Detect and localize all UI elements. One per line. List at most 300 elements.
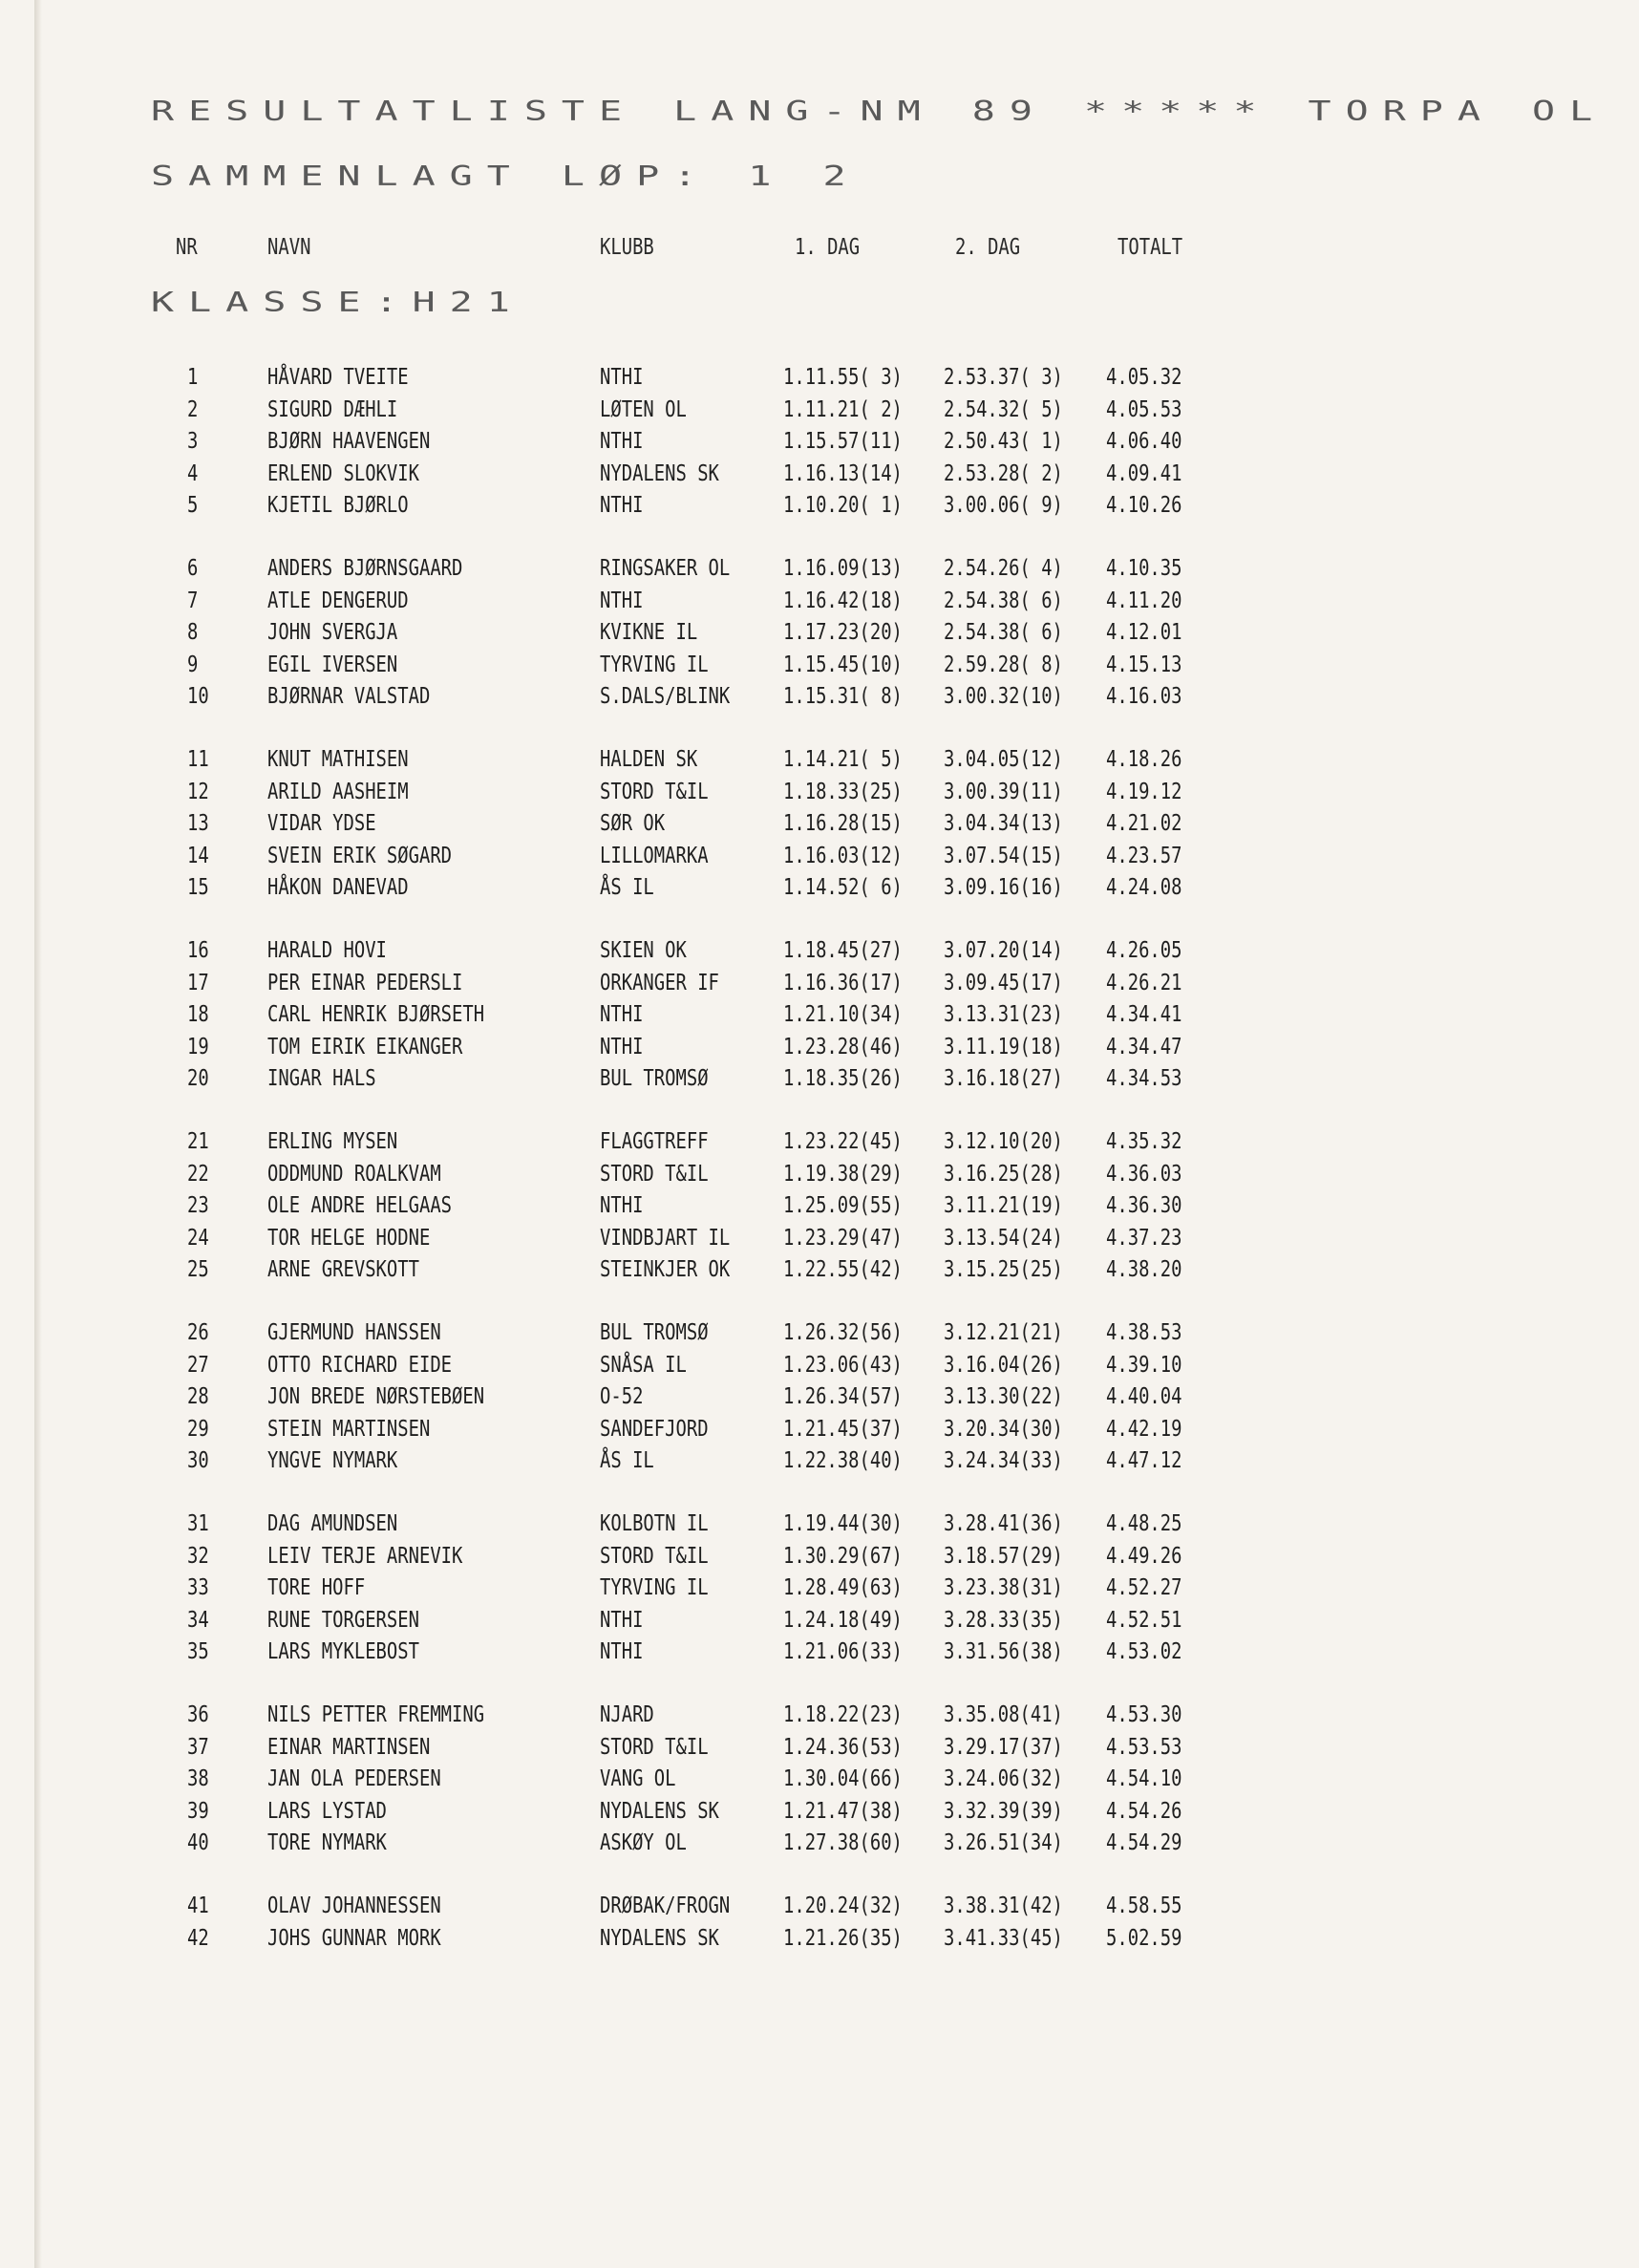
result-day2: 3.38.31(42) (944, 1894, 1063, 1918)
result-day2: 3.13.30(22) (944, 1384, 1063, 1409)
result-total: 4.53.02 (1106, 1639, 1182, 1664)
table-row (0, 811, 1337, 840)
result-day2: 3.16.25(28) (944, 1161, 1063, 1187)
result-nr: 13 (187, 811, 209, 836)
table-row (0, 1226, 1337, 1254)
result-total: 4.53.30 (1106, 1702, 1182, 1727)
result-total: 4.38.20 (1106, 1257, 1182, 1282)
table-row (0, 1575, 1337, 1604)
result-name: BJØRN HAAVENGEN (267, 429, 431, 454)
result-nr: 6 (187, 556, 199, 581)
result-nr: 33 (187, 1575, 209, 1600)
table-row (0, 1894, 1337, 1922)
result-club: HALDEN SK (600, 747, 698, 772)
column-header-day1: 1. DAG (795, 235, 861, 260)
result-club: NTHI (600, 1193, 644, 1218)
result-total: 4.06.40 (1106, 429, 1182, 454)
result-day1: 1.30.29(67) (783, 1543, 903, 1569)
result-nr: 14 (187, 843, 209, 868)
result-day2: 3.29.17(37) (944, 1734, 1063, 1760)
result-day1: 1.15.57(11) (783, 429, 903, 454)
result-name: LEIV TERJE ARNEVIK (267, 1543, 463, 1569)
table-row (0, 429, 1337, 458)
table-row (0, 1735, 1337, 1764)
result-name: ERLEND SLOKVIK (267, 460, 419, 486)
result-nr: 16 (187, 938, 209, 963)
result-nr: 5 (187, 493, 199, 518)
result-club: SNÅSA IL (600, 1352, 687, 1378)
result-total: 4.05.32 (1106, 365, 1182, 390)
result-day1: 1.14.21( 5) (783, 747, 903, 772)
result-name: OLAV JOHANNESSEN (267, 1894, 441, 1918)
result-club: SØR OK (600, 811, 666, 836)
results-title: RESULTATLISTE LANG-NM 89 ***** TORPA OL (151, 96, 1607, 128)
result-name: EINAR MARTINSEN (267, 1734, 431, 1760)
result-day2: 3.28.33(35) (944, 1607, 1063, 1633)
result-club: ÅS IL (600, 875, 654, 900)
table-row (0, 780, 1337, 808)
result-day1: 1.21.06(33) (783, 1639, 903, 1664)
result-day1: 1.16.36(17) (783, 970, 903, 995)
result-day1: 1.22.55(42) (783, 1257, 903, 1282)
result-day2: 3.16.04(26) (944, 1352, 1063, 1378)
result-club: TYRVING IL (600, 1575, 709, 1600)
result-day1: 1.28.49(63) (783, 1575, 903, 1600)
table-row (0, 653, 1337, 681)
result-day2: 3.13.54(24) (944, 1225, 1063, 1251)
result-total: 4.38.53 (1106, 1320, 1182, 1345)
table-row (0, 1002, 1337, 1031)
result-day2: 3.00.39(11) (944, 779, 1063, 804)
result-total: 4.19.12 (1106, 779, 1182, 804)
result-name: HÅVARD TVEITE (267, 365, 409, 390)
table-row (0, 1162, 1337, 1190)
results-subtitle: SAMMENLAGT LØP: 1 2 (151, 160, 861, 193)
result-nr: 2 (187, 396, 199, 422)
result-day2: 3.15.25(25) (944, 1257, 1063, 1282)
result-club: NTHI (600, 1607, 644, 1633)
result-total: 4.36.30 (1106, 1193, 1182, 1218)
result-nr: 39 (187, 1798, 209, 1824)
result-day2: 3.12.10(20) (944, 1129, 1063, 1154)
result-nr: 42 (187, 1925, 209, 1951)
table-row (0, 1608, 1337, 1637)
result-name: CARL HENRIK BJØRSETH (267, 1002, 485, 1027)
result-total: 4.16.03 (1106, 684, 1182, 709)
table-row (0, 1544, 1337, 1573)
result-nr: 7 (187, 588, 199, 613)
result-total: 4.10.35 (1106, 556, 1182, 581)
table-row (0, 1926, 1337, 1955)
result-day2: 3.24.06(32) (944, 1766, 1063, 1791)
result-name: TORE HOFF (267, 1575, 366, 1600)
result-total: 4.18.26 (1106, 747, 1182, 772)
result-name: ARNE GREVSKOTT (267, 1257, 419, 1282)
result-total: 4.42.19 (1106, 1416, 1182, 1442)
result-day2: 3.18.57(29) (944, 1543, 1063, 1569)
result-total: 4.37.23 (1106, 1225, 1182, 1251)
result-day1: 1.18.22(23) (783, 1702, 903, 1727)
result-total: 4.12.01 (1106, 620, 1182, 645)
column-header-nr: NR (176, 235, 198, 260)
table-row (0, 1353, 1337, 1381)
result-club: VINDBJART IL (600, 1225, 731, 1251)
result-club: KVIKNE IL (600, 620, 698, 645)
result-name: LARS LYSTAD (267, 1798, 387, 1824)
result-total: 4.34.47 (1106, 1034, 1182, 1059)
result-day2: 3.24.34(33) (944, 1448, 1063, 1473)
result-club: LILLOMARKA (600, 843, 709, 868)
result-day2: 3.35.08(41) (944, 1702, 1063, 1727)
table-row (0, 1799, 1337, 1828)
result-name: TORE NYMARK (267, 1830, 387, 1855)
result-total: 4.47.12 (1106, 1448, 1182, 1473)
result-day2: 3.00.06( 9) (944, 493, 1063, 518)
result-name: STEIN MARTINSEN (267, 1416, 431, 1442)
table-row (0, 1193, 1337, 1222)
result-day1: 1.21.45(37) (783, 1416, 903, 1442)
result-day1: 1.23.29(47) (783, 1225, 903, 1251)
result-day1: 1.26.34(57) (783, 1384, 903, 1409)
result-nr: 19 (187, 1034, 209, 1059)
result-name: JOHN SVERGJA (267, 620, 398, 645)
result-name: HARALD HOVI (267, 938, 387, 963)
result-day1: 1.11.55( 3) (783, 365, 903, 390)
column-header-total: TOTALT (1118, 235, 1183, 260)
result-day2: 2.54.32( 5) (944, 396, 1063, 422)
result-day2: 3.16.18(27) (944, 1066, 1063, 1091)
result-nr: 23 (187, 1193, 209, 1218)
result-name: SIGURD DÆHLI (267, 396, 398, 422)
column-header-name: NAVN (267, 235, 311, 260)
result-day1: 1.23.06(43) (783, 1352, 903, 1378)
result-nr: 11 (187, 747, 209, 772)
result-day1: 1.15.45(10) (783, 652, 903, 677)
result-day2: 3.31.56(38) (944, 1639, 1063, 1664)
table-row (0, 844, 1337, 872)
result-total: 4.48.25 (1106, 1511, 1182, 1536)
column-header-club: KLUBB (600, 235, 654, 260)
result-name: JAN OLA PEDERSEN (267, 1766, 441, 1791)
result-club: VANG OL (600, 1766, 676, 1791)
result-day2: 2.54.38( 6) (944, 620, 1063, 645)
result-day1: 1.16.09(13) (783, 556, 903, 581)
result-day1: 1.16.42(18) (783, 588, 903, 613)
result-nr: 40 (187, 1830, 209, 1855)
result-nr: 35 (187, 1639, 209, 1664)
result-name: ATLE DENGERUD (267, 588, 409, 613)
result-nr: 12 (187, 779, 209, 804)
result-club: S.DALS/BLINK (600, 684, 731, 709)
result-nr: 22 (187, 1161, 209, 1187)
result-club: NYDALENS SK (600, 1798, 719, 1824)
table-row (0, 938, 1337, 967)
result-day2: 3.04.05(12) (944, 747, 1063, 772)
result-day1: 1.14.52( 6) (783, 875, 903, 900)
result-club: NYDALENS SK (600, 1925, 719, 1951)
result-day1: 1.21.47(38) (783, 1798, 903, 1824)
result-day1: 1.18.45(27) (783, 938, 903, 963)
result-name: ODDMUND ROALKVAM (267, 1161, 441, 1187)
result-name: JOHS GUNNAR MORK (267, 1925, 441, 1951)
result-nr: 20 (187, 1066, 209, 1091)
result-club: NTHI (600, 588, 644, 613)
result-club: TYRVING IL (600, 652, 709, 677)
result-name: LARS MYKLEBOST (267, 1639, 419, 1664)
result-total: 4.39.10 (1106, 1352, 1182, 1378)
result-day1: 1.26.32(56) (783, 1320, 903, 1345)
result-day1: 1.18.35(26) (783, 1066, 903, 1091)
result-day2: 3.04.34(13) (944, 811, 1063, 836)
result-club: SKIEN OK (600, 938, 687, 963)
result-club: NTHI (600, 493, 644, 518)
table-row (0, 1257, 1337, 1286)
result-nr: 37 (187, 1734, 209, 1760)
table-row (0, 1384, 1337, 1413)
result-nr: 38 (187, 1766, 209, 1791)
result-day1: 1.16.03(12) (783, 843, 903, 868)
result-nr: 28 (187, 1384, 209, 1409)
table-row (0, 1066, 1337, 1095)
table-row (0, 556, 1337, 585)
result-day2: 2.53.37( 3) (944, 365, 1063, 390)
result-nr: 15 (187, 875, 209, 900)
result-day2: 2.53.28( 2) (944, 460, 1063, 486)
result-total: 4.54.26 (1106, 1798, 1182, 1824)
result-day1: 1.18.33(25) (783, 779, 903, 804)
result-nr: 9 (187, 652, 199, 677)
result-total: 4.26.05 (1106, 938, 1182, 963)
result-name: OLE ANDRE HELGAAS (267, 1193, 453, 1218)
result-club: O-52 (600, 1384, 644, 1409)
result-day2: 3.00.32(10) (944, 684, 1063, 709)
table-row (0, 1830, 1337, 1859)
result-nr: 34 (187, 1607, 209, 1633)
table-row (0, 1766, 1337, 1795)
result-day1: 1.21.26(35) (783, 1925, 903, 1951)
result-day1: 1.24.36(53) (783, 1734, 903, 1760)
result-name: KNUT MATHISEN (267, 747, 409, 772)
result-name: KJETIL BJØRLO (267, 493, 409, 518)
result-day2: 3.09.16(16) (944, 875, 1063, 900)
table-row (0, 493, 1337, 522)
column-header-day2: 2. DAG (955, 235, 1021, 260)
result-name: GJERMUND HANSSEN (267, 1320, 441, 1345)
result-day2: 3.20.34(30) (944, 1416, 1063, 1442)
table-row (0, 1639, 1337, 1668)
table-row (0, 1417, 1337, 1445)
result-total: 5.02.59 (1106, 1925, 1182, 1951)
result-day1: 1.16.13(14) (783, 460, 903, 486)
result-name: INGAR HALS (267, 1066, 376, 1091)
result-total: 4.34.53 (1106, 1066, 1182, 1091)
table-row (0, 875, 1337, 904)
table-row (0, 1448, 1337, 1477)
result-total: 4.58.55 (1106, 1894, 1182, 1918)
result-club: LØTEN OL (600, 396, 687, 422)
result-name: EGIL IVERSEN (267, 652, 398, 677)
result-day1: 1.10.20( 1) (783, 493, 903, 518)
result-day2: 2.54.26( 4) (944, 556, 1063, 581)
result-day1: 1.23.22(45) (783, 1129, 903, 1154)
result-total: 4.26.21 (1106, 970, 1182, 995)
table-row (0, 747, 1337, 776)
result-club: BUL TROMSØ (600, 1320, 709, 1345)
result-nr: 1 (187, 365, 199, 390)
result-day2: 3.11.21(19) (944, 1193, 1063, 1218)
result-day2: 3.07.20(14) (944, 938, 1063, 963)
result-club: STORD T&IL (600, 1734, 709, 1760)
result-total: 4.52.27 (1106, 1575, 1182, 1600)
result-day1: 1.19.38(29) (783, 1161, 903, 1187)
result-club: FLAGGTREFF (600, 1129, 709, 1154)
result-day2: 2.59.28( 8) (944, 652, 1063, 677)
result-club: BUL TROMSØ (600, 1066, 709, 1091)
result-nr: 10 (187, 684, 209, 709)
result-club: NTHI (600, 429, 644, 454)
table-row (0, 971, 1337, 999)
result-club: STORD T&IL (600, 1543, 709, 1569)
result-total: 4.54.29 (1106, 1830, 1182, 1855)
result-day1: 1.24.18(49) (783, 1607, 903, 1633)
result-day1: 1.22.38(40) (783, 1448, 903, 1473)
result-day2: 3.07.54(15) (944, 843, 1063, 868)
result-total: 4.53.53 (1106, 1734, 1182, 1760)
result-nr: 3 (187, 429, 199, 454)
table-row (0, 1702, 1337, 1731)
result-total: 4.05.53 (1106, 396, 1182, 422)
result-nr: 32 (187, 1543, 209, 1569)
result-club: STORD T&IL (600, 1161, 709, 1187)
result-name: HÅKON DANEVAD (267, 875, 409, 900)
table-row (0, 588, 1337, 617)
result-name: TOM EIRIK EIKANGER (267, 1034, 463, 1059)
result-total: 4.09.41 (1106, 460, 1182, 486)
result-total: 4.21.02 (1106, 811, 1182, 836)
result-day1: 1.25.09(55) (783, 1193, 903, 1218)
result-club: NTHI (600, 1002, 644, 1027)
result-total: 4.40.04 (1106, 1384, 1182, 1409)
table-row (0, 1320, 1337, 1349)
result-club: NYDALENS SK (600, 460, 719, 486)
result-club: ORKANGER IF (600, 970, 719, 995)
result-name: OTTO RICHARD EIDE (267, 1352, 453, 1378)
result-name: SVEIN ERIK SØGARD (267, 843, 453, 868)
result-nr: 30 (187, 1448, 209, 1473)
result-day1: 1.11.21( 2) (783, 396, 903, 422)
result-nr: 29 (187, 1416, 209, 1442)
result-day2: 3.23.38(31) (944, 1575, 1063, 1600)
result-nr: 21 (187, 1129, 209, 1154)
result-nr: 17 (187, 970, 209, 995)
table-row (0, 397, 1337, 426)
result-club: DRØBAK/FROGN (600, 1894, 731, 1918)
result-day1: 1.20.24(32) (783, 1894, 903, 1918)
result-day1: 1.16.28(15) (783, 811, 903, 836)
result-club: ASKØY OL (600, 1830, 687, 1855)
table-row (0, 684, 1337, 713)
result-club: NTHI (600, 1639, 644, 1664)
result-club: STORD T&IL (600, 779, 709, 804)
result-day2: 3.13.31(23) (944, 1002, 1063, 1027)
result-total: 4.35.32 (1106, 1129, 1182, 1154)
result-name: DAG AMUNDSEN (267, 1511, 398, 1536)
result-name: YNGVE NYMARK (267, 1448, 398, 1473)
result-day2: 3.28.41(36) (944, 1511, 1063, 1536)
result-total: 4.23.57 (1106, 843, 1182, 868)
result-club: NTHI (600, 365, 644, 390)
result-name: ANDERS BJØRNSGAARD (267, 556, 463, 581)
result-day1: 1.23.28(46) (783, 1034, 903, 1059)
result-name: ERLING MYSEN (267, 1129, 398, 1154)
result-total: 4.52.51 (1106, 1607, 1182, 1633)
result-nr: 24 (187, 1225, 209, 1251)
result-day2: 3.09.45(17) (944, 970, 1063, 995)
result-total: 4.24.08 (1106, 875, 1182, 900)
result-total: 4.11.20 (1106, 588, 1182, 613)
result-day1: 1.19.44(30) (783, 1511, 903, 1536)
result-total: 4.15.13 (1106, 652, 1182, 677)
result-total: 4.10.26 (1106, 493, 1182, 518)
result-name: TOR HELGE HODNE (267, 1225, 431, 1251)
result-day1: 1.17.23(20) (783, 620, 903, 645)
result-nr: 41 (187, 1894, 209, 1918)
result-name: JON BREDE NØRSTEBØEN (267, 1384, 485, 1409)
result-club: NJARD (600, 1702, 654, 1727)
result-nr: 8 (187, 620, 199, 645)
result-nr: 27 (187, 1352, 209, 1378)
result-name: BJØRNAR VALSTAD (267, 684, 431, 709)
result-name: RUNE TORGERSEN (267, 1607, 419, 1633)
result-name: ARILD AASHEIM (267, 779, 409, 804)
result-club: NTHI (600, 1034, 644, 1059)
result-day2: 3.26.51(34) (944, 1830, 1063, 1855)
result-nr: 36 (187, 1702, 209, 1727)
class-heading: KLASSE:H21 (151, 287, 524, 319)
result-day2: 3.11.19(18) (944, 1034, 1063, 1059)
result-nr: 26 (187, 1320, 209, 1345)
table-row (0, 461, 1337, 490)
result-day1: 1.15.31( 8) (783, 684, 903, 709)
result-name: NILS PETTER FREMMING (267, 1702, 485, 1727)
result-total: 4.34.41 (1106, 1002, 1182, 1027)
result-name: VIDAR YDSE (267, 811, 376, 836)
result-day2: 2.54.38( 6) (944, 588, 1063, 613)
table-row (0, 620, 1337, 649)
result-nr: 4 (187, 460, 199, 486)
table-row (0, 365, 1337, 394)
result-day2: 3.12.21(21) (944, 1320, 1063, 1345)
result-nr: 18 (187, 1002, 209, 1027)
result-club: ÅS IL (600, 1448, 654, 1473)
result-club: STEINKJER OK (600, 1257, 731, 1282)
result-name: PER EINAR PEDERSLI (267, 970, 463, 995)
result-day2: 3.32.39(39) (944, 1798, 1063, 1824)
result-nr: 31 (187, 1511, 209, 1536)
result-day2: 3.41.33(45) (944, 1925, 1063, 1951)
result-club: RINGSAKER OL (600, 556, 731, 581)
table-row (0, 1511, 1337, 1540)
table-row (0, 1035, 1337, 1063)
result-club: KOLBOTN IL (600, 1511, 709, 1536)
result-total: 4.36.03 (1106, 1161, 1182, 1187)
result-total: 4.49.26 (1106, 1543, 1182, 1569)
result-day1: 1.21.10(34) (783, 1002, 903, 1027)
result-total: 4.54.10 (1106, 1766, 1182, 1791)
result-day2: 2.50.43( 1) (944, 429, 1063, 454)
result-day1: 1.30.04(66) (783, 1766, 903, 1791)
table-row (0, 1129, 1337, 1158)
